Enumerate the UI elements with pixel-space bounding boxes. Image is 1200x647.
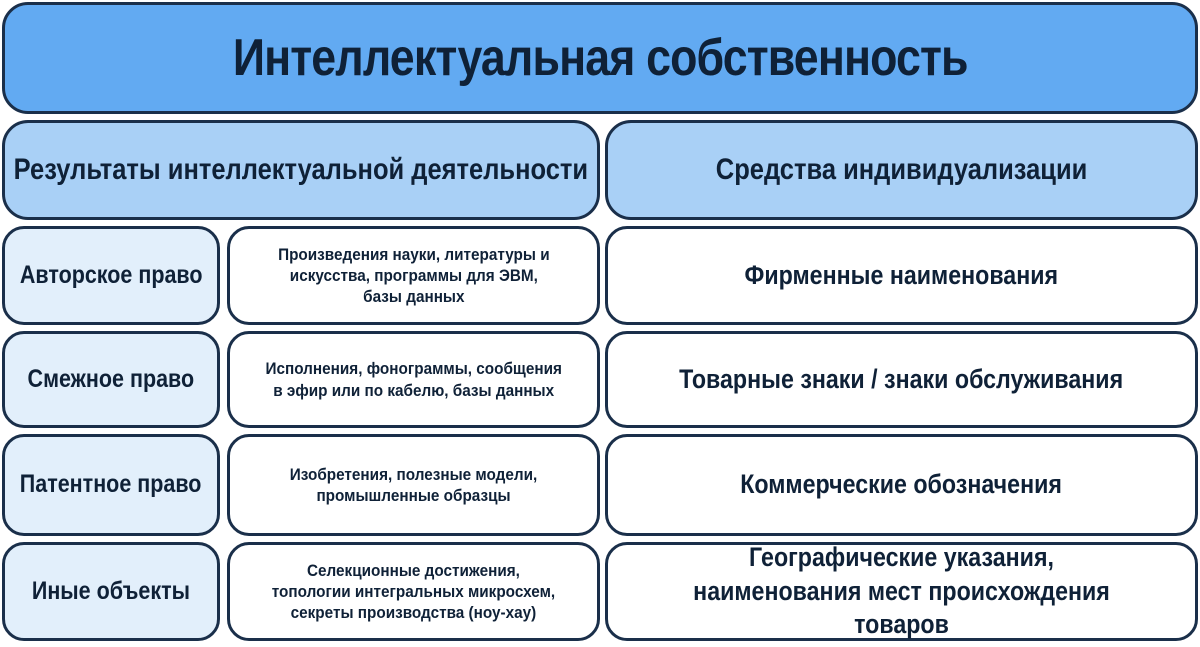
objects-other [227, 542, 600, 641]
objects-text: Произведения науки, литературы и искусства, программы для ЭВМ, базы данных [277, 244, 550, 307]
objects-text: Исполнения, фонограммы, сообщения в эфир или по кабелю, базы данных [265, 359, 562, 400]
category-patent [2, 434, 220, 536]
section-header-individualization-text: Средства индивидуализации [715, 153, 1088, 187]
objects-text: Изобретения, полезные модели, промышленные образцы [289, 464, 538, 505]
objects-related-rights [227, 331, 600, 428]
individualization-text: Фирменные наименования [744, 259, 1059, 290]
individualization-text: Географические указания, наименования мест происхождения товаров [693, 541, 1110, 640]
category-copyright [2, 226, 220, 325]
category-label: Патентное право [20, 470, 202, 499]
objects-text: Селекционные достижения, топологии интегральных микросхем, секреты производства (ноу-хау) [271, 560, 556, 623]
diagram-title [2, 2, 1198, 114]
individualization-item-4 [605, 542, 1198, 641]
section-header-individualization [605, 120, 1198, 220]
objects-copyright [227, 226, 600, 325]
category-other [2, 542, 220, 641]
section-header-results-text: Результаты интеллектуальной деятельности [13, 153, 589, 187]
category-label: Иные объекты [31, 576, 191, 605]
category-label: Авторское право [19, 260, 203, 289]
individualization-item-1 [605, 226, 1198, 325]
category-label: Смежное право [27, 364, 195, 393]
objects-patent [227, 434, 600, 536]
individualization-text: Коммерческие обозначения [740, 469, 1063, 500]
individualization-item-2 [605, 331, 1198, 428]
individualization-text: Товарные знаки / знаки обслуживания [679, 363, 1124, 394]
section-header-results [2, 120, 600, 220]
diagram-title-text: Интеллектуальная собственность [232, 28, 968, 87]
individualization-item-3 [605, 434, 1198, 536]
category-related-rights [2, 331, 220, 428]
